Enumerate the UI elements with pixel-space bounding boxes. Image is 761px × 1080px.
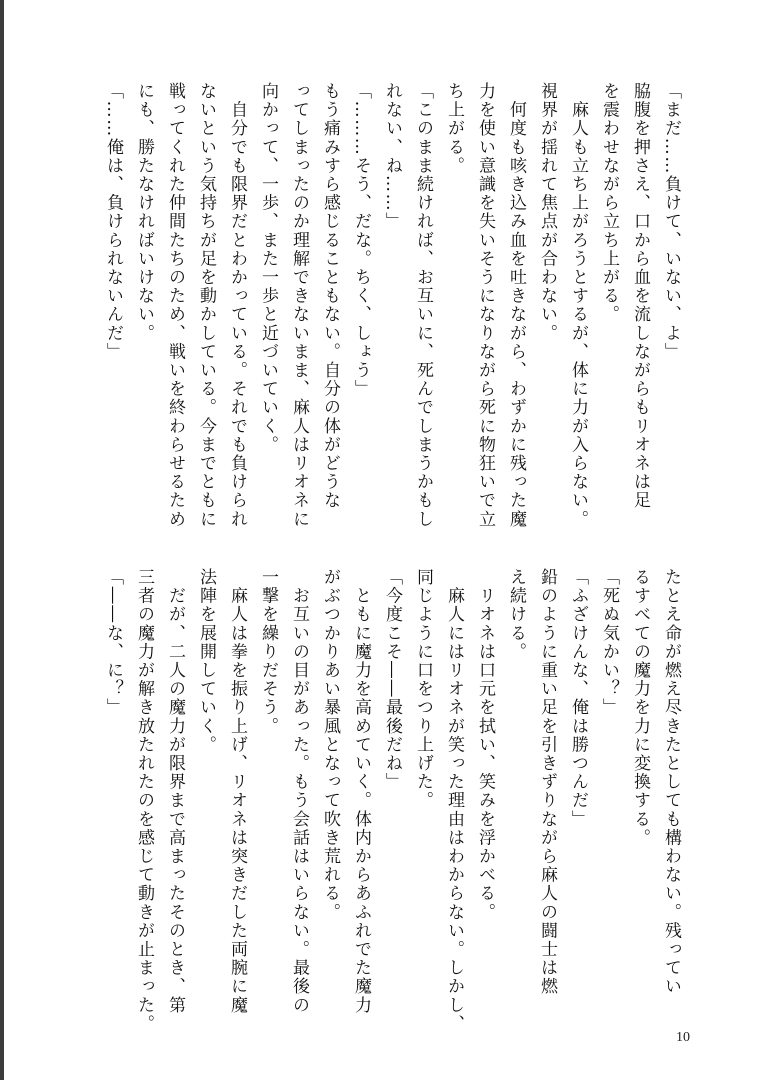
text-line: 「このまま続ければ、お互いに、死んでしまうかもし xyxy=(413,82,433,529)
left-binding-edge xyxy=(0,0,4,1080)
text-line: 麻人にはリオネが笑った理由はわからない。しかし、 xyxy=(444,568,464,1033)
text-line: るすべての魔力を力に変換する。 xyxy=(630,568,650,847)
text-line: 麻人も立ち上がろうとするが、体に力が入らない。 xyxy=(568,82,588,529)
text-line: れない、ね……」 xyxy=(382,82,402,231)
text-line: 鉛のように重い足を引きずりながら麻人の闘士は燃 xyxy=(537,568,557,996)
text-line: ともに魔力を高めていく。体内からあふれでた魔力 xyxy=(351,568,371,1015)
text-line: にも、勝たなければいけない。 xyxy=(134,82,154,343)
text-line: だが、二人の魔力が限界まで高まったそのとき、第 xyxy=(165,568,185,1015)
text-line: え続ける。 xyxy=(506,568,526,661)
text-line: たとえ命が燃え尽きたとしても構わない。残ってい xyxy=(661,568,681,996)
text-line: ないという気持ちが足を動かしている。今までともに xyxy=(196,82,216,529)
text-line: 「まだ……負けて、いない、よ」 xyxy=(661,82,681,361)
text-line: 何度も咳き込み血を吐きながら、わずかに残った魔 xyxy=(506,82,526,529)
text-line: 向かって、一歩、また一歩と近づいていく。 xyxy=(258,82,278,454)
text-line: 力を使い意識を失いそうになりながら死に物狂いで立 xyxy=(475,82,495,529)
text-line: を震わせながら立ち上がる。 xyxy=(599,82,619,324)
text-line: リオネは口元を拭い、笑みを浮かべる。 xyxy=(475,568,495,922)
text-line: もう痛みすら感じることもない。自分の体がどうな xyxy=(320,82,340,510)
text-line: 自分でも限界だとわかっている。それでも負けられ xyxy=(227,82,247,529)
text-line: 同じように口をつり上げた。 xyxy=(413,568,433,810)
text-line: 三者の魔力が解き放たれたのを感じて動きが止まった。 xyxy=(134,568,154,1033)
text-line: 「――な、に？」 xyxy=(103,568,123,717)
text-line: 戦ってくれた仲間たちのため、戦いを終わらせるため xyxy=(165,82,185,529)
text-line: 麻人は拳を振り上げ、リオネは突きだした両腕に魔 xyxy=(227,568,247,1015)
text-line: 視界が揺れて焦点が合わない。 xyxy=(537,82,557,343)
text-line: 一撃を繰りだそう。 xyxy=(258,568,278,736)
text-line: がぶつかりあい暴風となって吹き荒れる。 xyxy=(320,568,340,922)
text-line: 法陣を展開していく。 xyxy=(196,568,216,754)
text-line: 脇腹を押さえ、口から血を流しながらもリオネは足 xyxy=(630,82,650,510)
text-line: ち上がる。 xyxy=(444,82,464,175)
text-line: 「死ぬ気かい？」 xyxy=(599,568,619,717)
text-line: ってしまったのか理解できないまま、麻人はリオネに xyxy=(289,82,309,529)
text-line: 「……俺は、負けられないんだ」 xyxy=(103,82,123,361)
page-number: 10 xyxy=(676,1030,690,1045)
text-line: 「ふざけんな、俺は勝つんだ」 xyxy=(568,568,588,829)
text-line: お互いの目があった。もう会話はいらない。最後の xyxy=(289,568,309,1015)
text-line: 「………そう、だな。ちく、しょう」 xyxy=(351,82,371,399)
text-line: 「今度こそ――最後だね」 xyxy=(382,568,402,792)
